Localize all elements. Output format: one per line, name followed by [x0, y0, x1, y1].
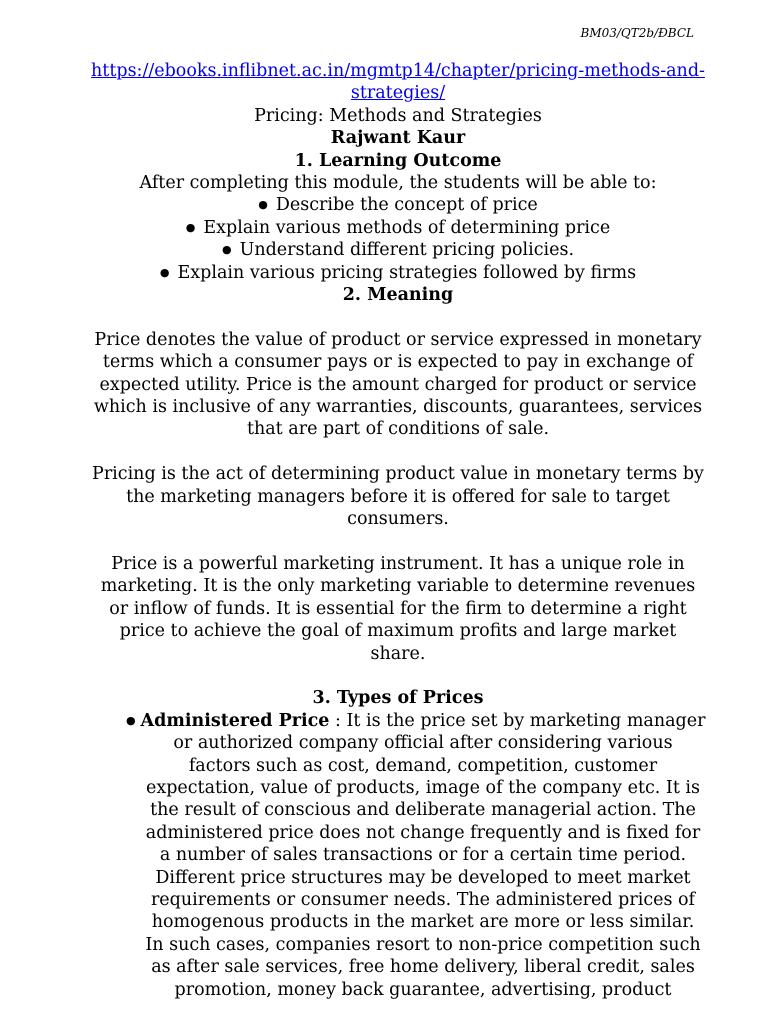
author-name: Rajwant Kaur [330, 128, 466, 149]
source-link[interactable]: https://ebooks.inflibnet.ac.in/mgmtp14/chapter/pricing-methods-and-strategies/ [91, 61, 705, 104]
bullet-icon: ● [126, 713, 136, 727]
learning-outcome-intro: After completing this module, the students will be able to: [139, 173, 657, 194]
section-heading-types-of-prices: 3. Types of Prices [312, 688, 484, 709]
document-body [90, 60, 706, 1001]
meaning-paragraph: Price is a powerful marketing instrument. It has a unique role in marketing. It is the only marketing variable to determine revenues or inflow of funds. It is essential for the firm to determine a right price to achieve the goal of maximum profits and large market share. [100, 553, 696, 664]
list-item: ● Describe the concept of price [258, 195, 538, 216]
meaning-paragraph: Price denotes the value of product or service expressed in monetary terms which a consumer pays or is expected to pay in exchange of expected utility. Price is the amount charged for product or service which is inclusive of any warranties, discounts, guarantees, services that are part of conditions of sale. [93, 329, 703, 440]
meaning-paragraph: Pricing is the act of determining product value in monetary terms by the marketing managers before it is offered for sale to target consumers. [92, 464, 704, 530]
document-title: Pricing: Methods and Strategies [254, 105, 542, 126]
list-item: ● Explain various methods of determining price [185, 217, 611, 238]
list-item [126, 710, 706, 1001]
bullet-icon: ● [221, 243, 232, 257]
list-item: ● Understand different pricing policies. [221, 240, 575, 261]
bullet-icon: ● [185, 220, 196, 234]
section-heading-meaning: 2. Meaning [342, 285, 454, 306]
learning-outcome-list [90, 194, 706, 284]
document-reference-code: BM03/QT2b/ÐBCL [580, 26, 694, 40]
term-administered-price: Administered Price [140, 710, 330, 731]
bullet-icon: ● [258, 198, 268, 212]
term-description: : It is the price set by marketing manager or authorized company official after considering various factors such as cost, demand, competition, customer expectation, value of products, image of the company etc. It is the result of conscious and deliberate managerial action. The administered price does not change frequently and is fixed for a number of sales transactions or for a certain time period. Different price structures may be developed to meet market requirements or consumer needs. The administered prices of homogenous products in the market are more or less similar. In such cases, companies resort to non-price competition such as after sale services, free home delivery, liberal credit, sales promotion, money back guarantee, advertising, product [145, 710, 706, 1000]
list-item: ● Explain various pricing strategies followed by firms [159, 262, 637, 283]
bullet-icon: ● [159, 265, 170, 279]
section-heading-learning-outcome: 1. Learning Outcome [294, 150, 502, 171]
